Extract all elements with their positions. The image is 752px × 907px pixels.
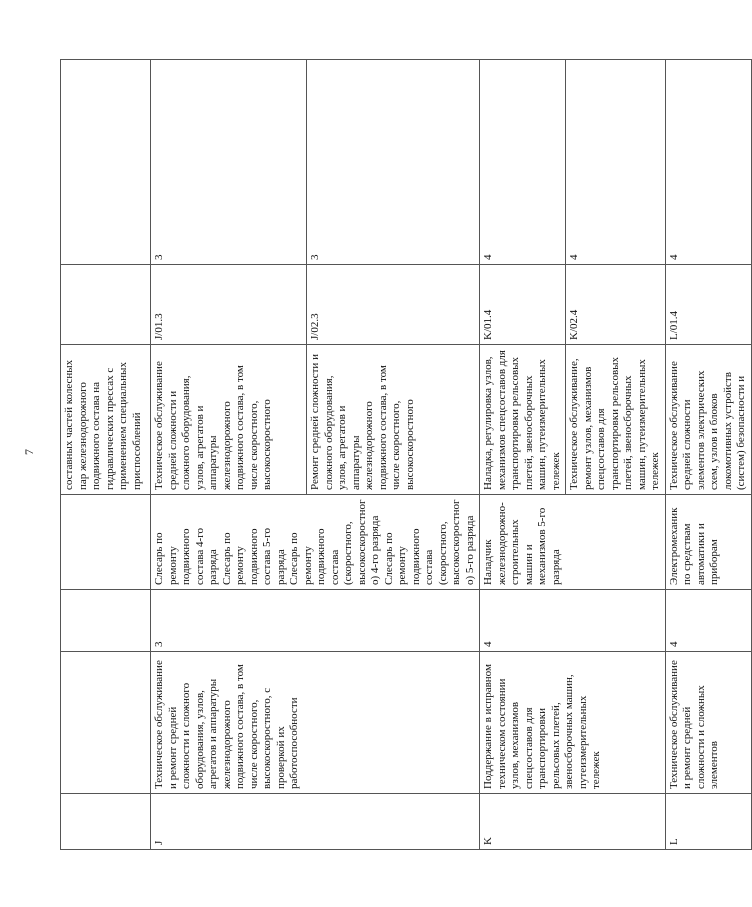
subfunction-level-cell: 4 — [566, 60, 666, 265]
table-row-K — [480, 60, 566, 850]
subfunction-level-cell — [61, 60, 151, 265]
subfunction-code-cell: J/01.3 — [151, 265, 307, 345]
position-item: Наладчик железнодорожно-строительных машин и механизмов 5-го разряда — [482, 502, 562, 585]
subfunction-level-cell: 3 — [307, 60, 480, 265]
position-item: Слесарь по ремонту подвижного состава 5-го разряда — [220, 528, 287, 585]
subfunction-code-cell — [61, 265, 151, 345]
subfunction-name-cell: составных частей колесных пар железнодорожного подвижного состава на гидравлических прессах с применением специальных приспособлений — [61, 345, 151, 495]
subfunction-name-cell: Наладка, регулировка узлов, механизмов спецсоставов для транспортировки рельсовых плетей, звеносборочных машин, путеизмерительных тележек — [480, 345, 566, 495]
table-row-continuation — [61, 60, 151, 850]
function-name-cell: Техническое обслуживание и ремонт средней сложности и сложных элементов — [665, 652, 751, 794]
subfunction-code-cell: K/01.4 — [480, 265, 566, 345]
function-code-cell: L — [665, 794, 751, 850]
function-name-cell — [61, 652, 151, 794]
table-row-J — [151, 60, 307, 850]
page-number: 7 — [22, 449, 36, 455]
subfunction-name-cell: Техническое обслуживание средней сложности элементов электрических схем, узлов и блоков локомотивных устройств (систем) безопасности и — [665, 345, 751, 495]
subfunction-level-cell: 4 — [665, 60, 751, 265]
function-name-cell: Поддержание в исправном техническом состоянии узлов, механизмов спецсоставов для транспортировки рельсовых плетей, звеносборочных машин, путеизмерительных тележек — [480, 652, 666, 794]
positions-cell — [151, 495, 480, 590]
position-item: Слесарь по ремонту подвижного состава 4-го разряда — [153, 528, 219, 585]
subfunction-name-cell: Техническое обслуживание средней сложности и сложного оборудования, узлов, агрегатов и аппаратуры железнодорожного подвижного состава, в том числе скоростного, высокоскоростного — [151, 345, 307, 495]
qualification-level-cell — [61, 590, 151, 652]
subfunction-level-cell: 3 — [151, 60, 307, 265]
positions-cell — [665, 495, 751, 590]
position-item: Электромеханик по средствам автоматики и приборам — [667, 507, 720, 585]
subfunction-name-cell: Техническое обслуживание, ремонт узлов, механизмов спецсоставов для транспортировки рельсовых плетей, звеносборочных машин, путеизмерительных тележек — [566, 345, 666, 495]
table-row-L — [665, 60, 751, 850]
subfunction-code-cell: J/02.3 — [307, 265, 480, 345]
function-code-cell: K — [480, 794, 666, 850]
function-code-cell — [61, 794, 151, 850]
subfunction-level-cell: 4 — [480, 60, 566, 265]
qualification-level-cell: 4 — [665, 590, 751, 652]
subfunction-code-cell: L/01.4 — [665, 265, 751, 345]
function-code-cell: J — [151, 794, 480, 850]
position-item: Слесарь по ремонту подвижного состава (скоростного, высокоскоростного) 4-го разряда — [288, 499, 381, 585]
subfunction-code-cell: K/02.4 — [566, 265, 666, 345]
positions-cell — [61, 495, 151, 590]
positions-cell — [480, 495, 666, 590]
qualification-level-cell: 3 — [151, 590, 480, 652]
rotated-table-wrapper — [60, 60, 747, 850]
position-item: Слесарь по ремонту подвижного состава (скоростного, высокоскоростного) 5-го разряда — [382, 499, 476, 585]
qualification-level-cell: 4 — [480, 590, 666, 652]
subfunction-name-cell: Ремонт средней сложности и сложного оборудования, узлов, агрегатов и аппаратуры железнодорожного подвижного состава, в том числе скоростного, высокоскоростного — [307, 345, 480, 495]
functions-table — [60, 59, 752, 850]
function-name-cell: Техническое обслуживание и ремонт средней сложности и сложного оборудования, узлов, агрегатов и аппаратуры железнодорожного подвижного состава, в том числе скоростного, высокоскоростного, с проверкой их работоспособности — [151, 652, 480, 794]
